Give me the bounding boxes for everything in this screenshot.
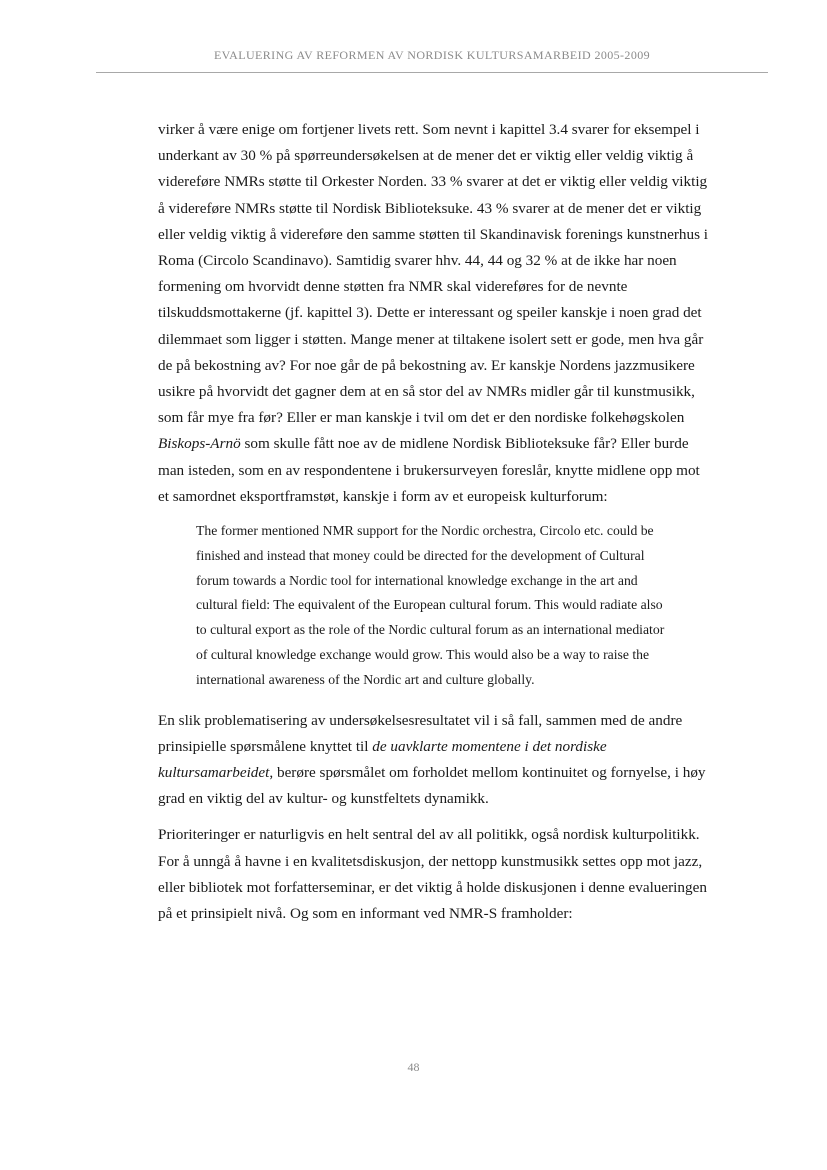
paragraph-2-text-b: , berøre spørsmålet om forholdet mellom kontinuitet og fornyelse, i høy grad en viktig del av kultur- og kunstfeltets dynamikk. — [158, 764, 706, 808]
block-quote: The former mentioned NMR support for the Nordic orchestra, Circolo etc. could be finished and instead that money could be directed for the development of Cultural forum towards a Nordic tool for international knowledge exchange in the art and cultural field: The equivalent of the European cultural forum. This would radiate also to cultural export as the role of the Nordic cultural forum as an international mediator of cultural knowledge exchange would grow. This would also be a way to raise the international awareness of the Nordic art and culture globally. — [196, 523, 665, 687]
paragraph-2-text-a: En slik problematisering av undersøkelsesresultatet vil i så fall, sammen med de andre prinsipielle spørsmålene knyttet til — [158, 711, 683, 755]
paragraph-1 — [158, 117, 714, 510]
paragraph-1-text-b: som skulle fått noe av de midlene Nordisk Biblioteksuke får? Eller burde man isteden, som en av respondentene i brukersurveyen foreslår, knytte midlene opp mot et samordnet eksportframstøt, kanskje i form av et europeisk kulturforum: — [158, 435, 700, 505]
body-text — [158, 117, 714, 927]
paragraph-1-text-a: virker å være enige om fortjener livets rett. Som nevnt i kapittel 3.4 svarer for eksempel i underkant av 30 % på spørreundersøkelsen at de mener det er viktig eller veldig viktig å videreføre NMRs støtte til Orkester Norden. 33 % svarer at det er viktig eller veldig viktig å videreføre NMRs støtte til Nordisk Biblioteksuke. 43 % svarer at de mener det er viktig eller veldig viktig å videreføre den samme støtten til Skandinavisk forenings kunstnerhus i Roma (Circolo Scandinavo). Samtidig svarer hhv. 44, 44 og 32 % at de ikke har noen formening om hvorvidt denne støtten fra NMR skal videreføres for de nevnte tilskuddsmottakerne (jf. kapittel 3). Dette er interessant og speiler kanskje i noen grad det dilemmaet som ligger i støtten. Mange mener at tiltakene isolert sett er gode, men hva går de på bekostning av? For noe går de på bekostning av. Er kanskje Nordens jazzmusikere usikre på hvorvidt det gagner dem at en så stor del av NMRs midler går til kunstmusikk, som får mye fra før? Eller er man kanskje i tvil om det er den nordiske folkehøgskolen — [158, 121, 709, 427]
paragraph-2 — [158, 708, 714, 813]
paragraph-1-italic: Biskops-Arnö — [158, 435, 241, 453]
header-rule — [96, 72, 768, 73]
paragraph-3: Prioriteringer er naturligvis en helt sentral del av all politikk, også nordisk kulturpolitikk. For å unngå å havne i en kvalitetsdiskusjon, der nettopp kunstmusikk settes opp mot jazz, eller bibliotek mot forfatterseminar, er det viktig å holde diskusjonen i denne evalueringen på et prinsipielt nivå. Og som en informant ved NMR-S framholder: — [158, 826, 707, 923]
running-header: EVALUERING AV REFORMEN AV NORDISK KULTURSAMARBEID 2005-2009 — [213, 48, 651, 62]
page-number: 48 — [407, 1060, 420, 1074]
paragraph-2-italic: de uavklarte momentene i det nordiske kultursamarbeidet — [158, 737, 607, 782]
